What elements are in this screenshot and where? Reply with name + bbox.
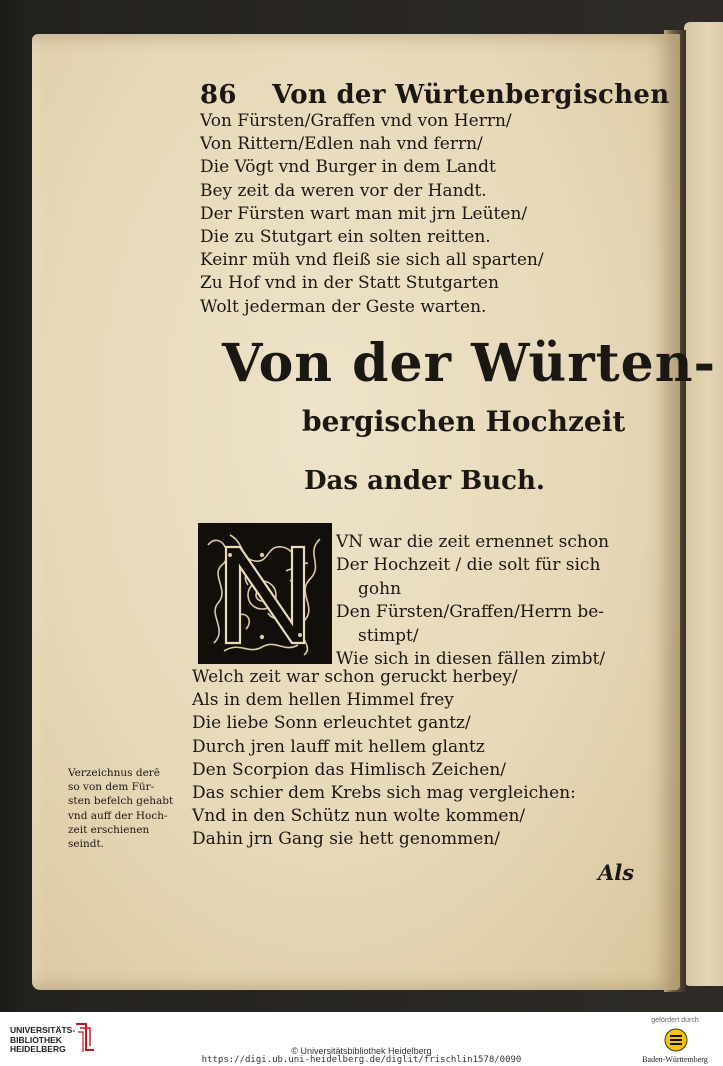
catchword: Als: [598, 860, 635, 885]
verse-line: Von Rittern/Edlen nah vnd ferrn/: [200, 134, 483, 155]
verse-line: Die liebe Sonn erleuchtet gantz/: [192, 713, 471, 734]
verse-line: Welch zeit war schon geruckt herbey/: [192, 667, 518, 687]
verse-line: Vnd in den Schütz nun wolte kommen/: [192, 806, 526, 827]
verse-line: Die Vögt vnd Burger in dem Landt: [200, 157, 496, 178]
verse-line: Den Fürsten/Graffen/Herrn be-: [336, 602, 605, 623]
permalink-url[interactable]: https://digi.ub.uni-heidelberg.de/diglit/frischlin1578/0090: [201, 1055, 522, 1065]
verse-line: Das schier dem Krebs sich mag vergleichen:: [192, 783, 576, 804]
library-name-line: BIBLIOTHEK: [10, 1034, 62, 1045]
verse-line: Als in dem hellen Himmel frey: [192, 690, 454, 711]
library-name-line: HEIDELBERG: [10, 1044, 66, 1054]
verse-line: Durch jren lauff mit hellem glantz: [192, 736, 485, 757]
verse-line: Wolt jederman der Geste warten.: [200, 296, 487, 317]
sponsor-name: Baden-Württemberg: [642, 1055, 708, 1064]
book-heading: Das ander Buch.: [304, 466, 545, 496]
verse-line: Von Fürsten/Graffen vnd von Herrn/: [200, 111, 512, 131]
note-line: zeit erschienen: [68, 823, 150, 836]
verse-line: Dahin jrn Gang sie hett genommen/: [192, 829, 501, 850]
library-name-line: UNIVERSITÄTS-: [10, 1025, 76, 1035]
verse-line: Bey zeit da weren vor der Handt.: [200, 180, 487, 201]
verse-line: Keinr müh vnd fleiß sie sich all sparten/: [200, 250, 544, 271]
ornament-initial-icon: [200, 525, 330, 662]
page-number: 86: [200, 80, 237, 110]
running-header: [200, 80, 669, 110]
state-crest-icon[interactable]: [664, 1028, 688, 1052]
verse-line: gohn: [358, 578, 402, 599]
verse-block-1: [200, 110, 544, 319]
verse-line: Wie sich in diesen fällen zimbt/: [336, 649, 606, 670]
facing-page-edge: [684, 22, 723, 986]
verse-block-3: [192, 666, 576, 852]
note-line: so von dem Für-: [68, 781, 155, 794]
copyright-text: © Universitätsbibliothek Heidelberg: [291, 1046, 432, 1056]
marginal-note: [68, 766, 173, 851]
verse-line: Der Hochzeit / die solt für sich: [336, 555, 601, 576]
verse-line: Der Fürsten wart man mit jrn Leüten/: [200, 203, 528, 224]
verse-line: Die zu Stutgart ein solten reitten.: [200, 227, 491, 248]
verse-line: VN war die zeit ernennet schon: [336, 532, 610, 552]
verse-line: Den Scorpion das Himlisch Zeichen/: [192, 759, 506, 780]
note-line: vnd auff der Hoch-: [68, 809, 168, 822]
verse-line: stimpt/: [358, 625, 419, 646]
chapter-title: Von der Würten-: [222, 333, 717, 394]
note-line: seindt.: [68, 838, 105, 851]
verse-line: Zu Hof vnd in der Statt Stutgarten: [200, 273, 499, 294]
note-line: sten befelch gehabt: [68, 795, 174, 808]
note-line: Verzeichnus derē: [68, 767, 161, 779]
running-title: Von der Würtenbergischen: [272, 80, 670, 110]
decorated-initial: [198, 523, 332, 664]
sponsor-label: gefördert durch: [651, 1017, 699, 1024]
chapter-subtitle: bergischen Hochzeit: [302, 405, 626, 438]
verse-block-2: [336, 531, 609, 671]
